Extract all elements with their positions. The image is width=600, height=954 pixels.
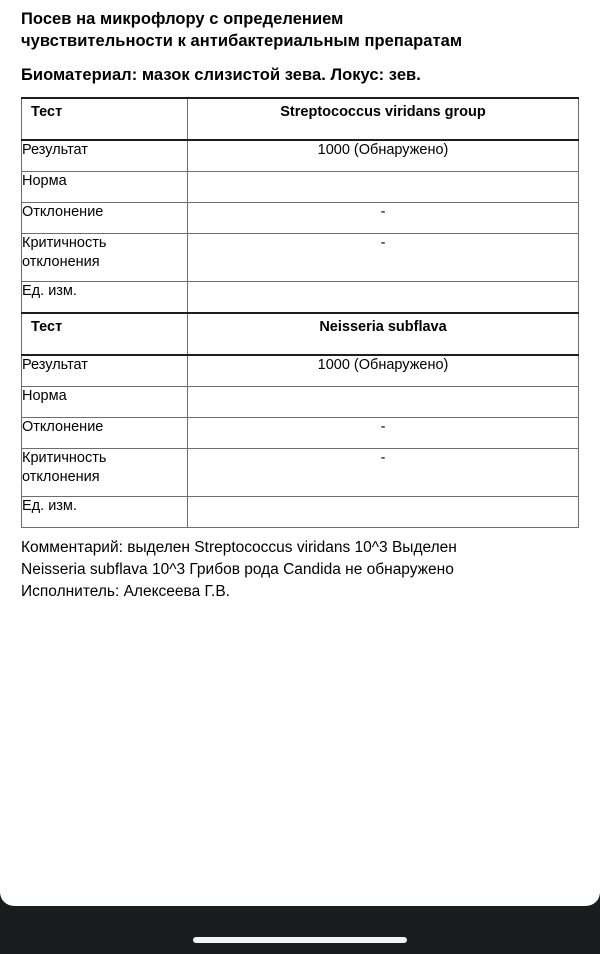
table-row [22, 234, 579, 282]
table-row [22, 172, 579, 203]
table-row [22, 355, 579, 387]
home-indicator[interactable] [193, 937, 407, 943]
row-label-deviation: Отклонение [22, 418, 188, 449]
table-row-organism-header [22, 313, 579, 355]
page-title-line-2: чувствительности к антибактериальным препаратам [21, 32, 463, 51]
cell-result: 1000 (Обнаружено) [188, 140, 579, 172]
table-row [22, 140, 579, 172]
row-label-test: Тест [22, 98, 188, 140]
table-row [22, 387, 579, 418]
cell-norm [188, 387, 579, 418]
cell-result: 1000 (Обнаружено) [188, 355, 579, 387]
organism-name: Neisseria subflava [188, 313, 579, 355]
cell-deviation: - [188, 418, 579, 449]
row-label-units: Ед. изм. [22, 282, 188, 314]
row-label-test: Тест [22, 313, 188, 355]
table-row [22, 418, 579, 449]
row-label-deviation: Отклонение [22, 203, 188, 234]
organism-name: Streptococcus viridans group [188, 98, 579, 140]
table-row [22, 282, 579, 314]
row-label-criticality: Критичность отклонения [22, 234, 188, 282]
performer-line: Исполнитель: Алексеева Г.В. [21, 583, 230, 601]
biomaterial-subtitle: Биоматериал: мазок слизистой зева. Локус: зев. [21, 66, 421, 85]
system-navigation-bar [0, 906, 600, 954]
page-title [21, 8, 579, 52]
comment-line-2: Neisseria subflava 10^3 Грибов рода Candida не обнаружено [21, 561, 454, 579]
table-row [22, 497, 579, 528]
cell-criticality: - [188, 449, 579, 497]
comment-block [21, 528, 579, 603]
table-row [22, 203, 579, 234]
row-label-norm: Норма [22, 172, 188, 203]
cell-criticality: - [188, 234, 579, 282]
cell-units [188, 282, 579, 314]
comment-line-1: Комментарий: выделен Streptococcus viridans 10^3 Выделен [21, 539, 457, 557]
row-label-criticality: Критичность отклонения [22, 449, 188, 497]
results-table [21, 97, 579, 528]
table-row-organism-header [22, 98, 579, 140]
cell-units [188, 497, 579, 528]
cell-deviation: - [188, 203, 579, 234]
cell-norm [188, 172, 579, 203]
table-row [22, 449, 579, 497]
row-label-result: Результат [22, 140, 188, 172]
row-label-units: Ед. изм. [22, 497, 188, 528]
row-label-norm: Норма [22, 387, 188, 418]
page-title-line-1: Посев на микрофлору с определением [21, 10, 344, 28]
row-label-result: Результат [22, 355, 188, 387]
